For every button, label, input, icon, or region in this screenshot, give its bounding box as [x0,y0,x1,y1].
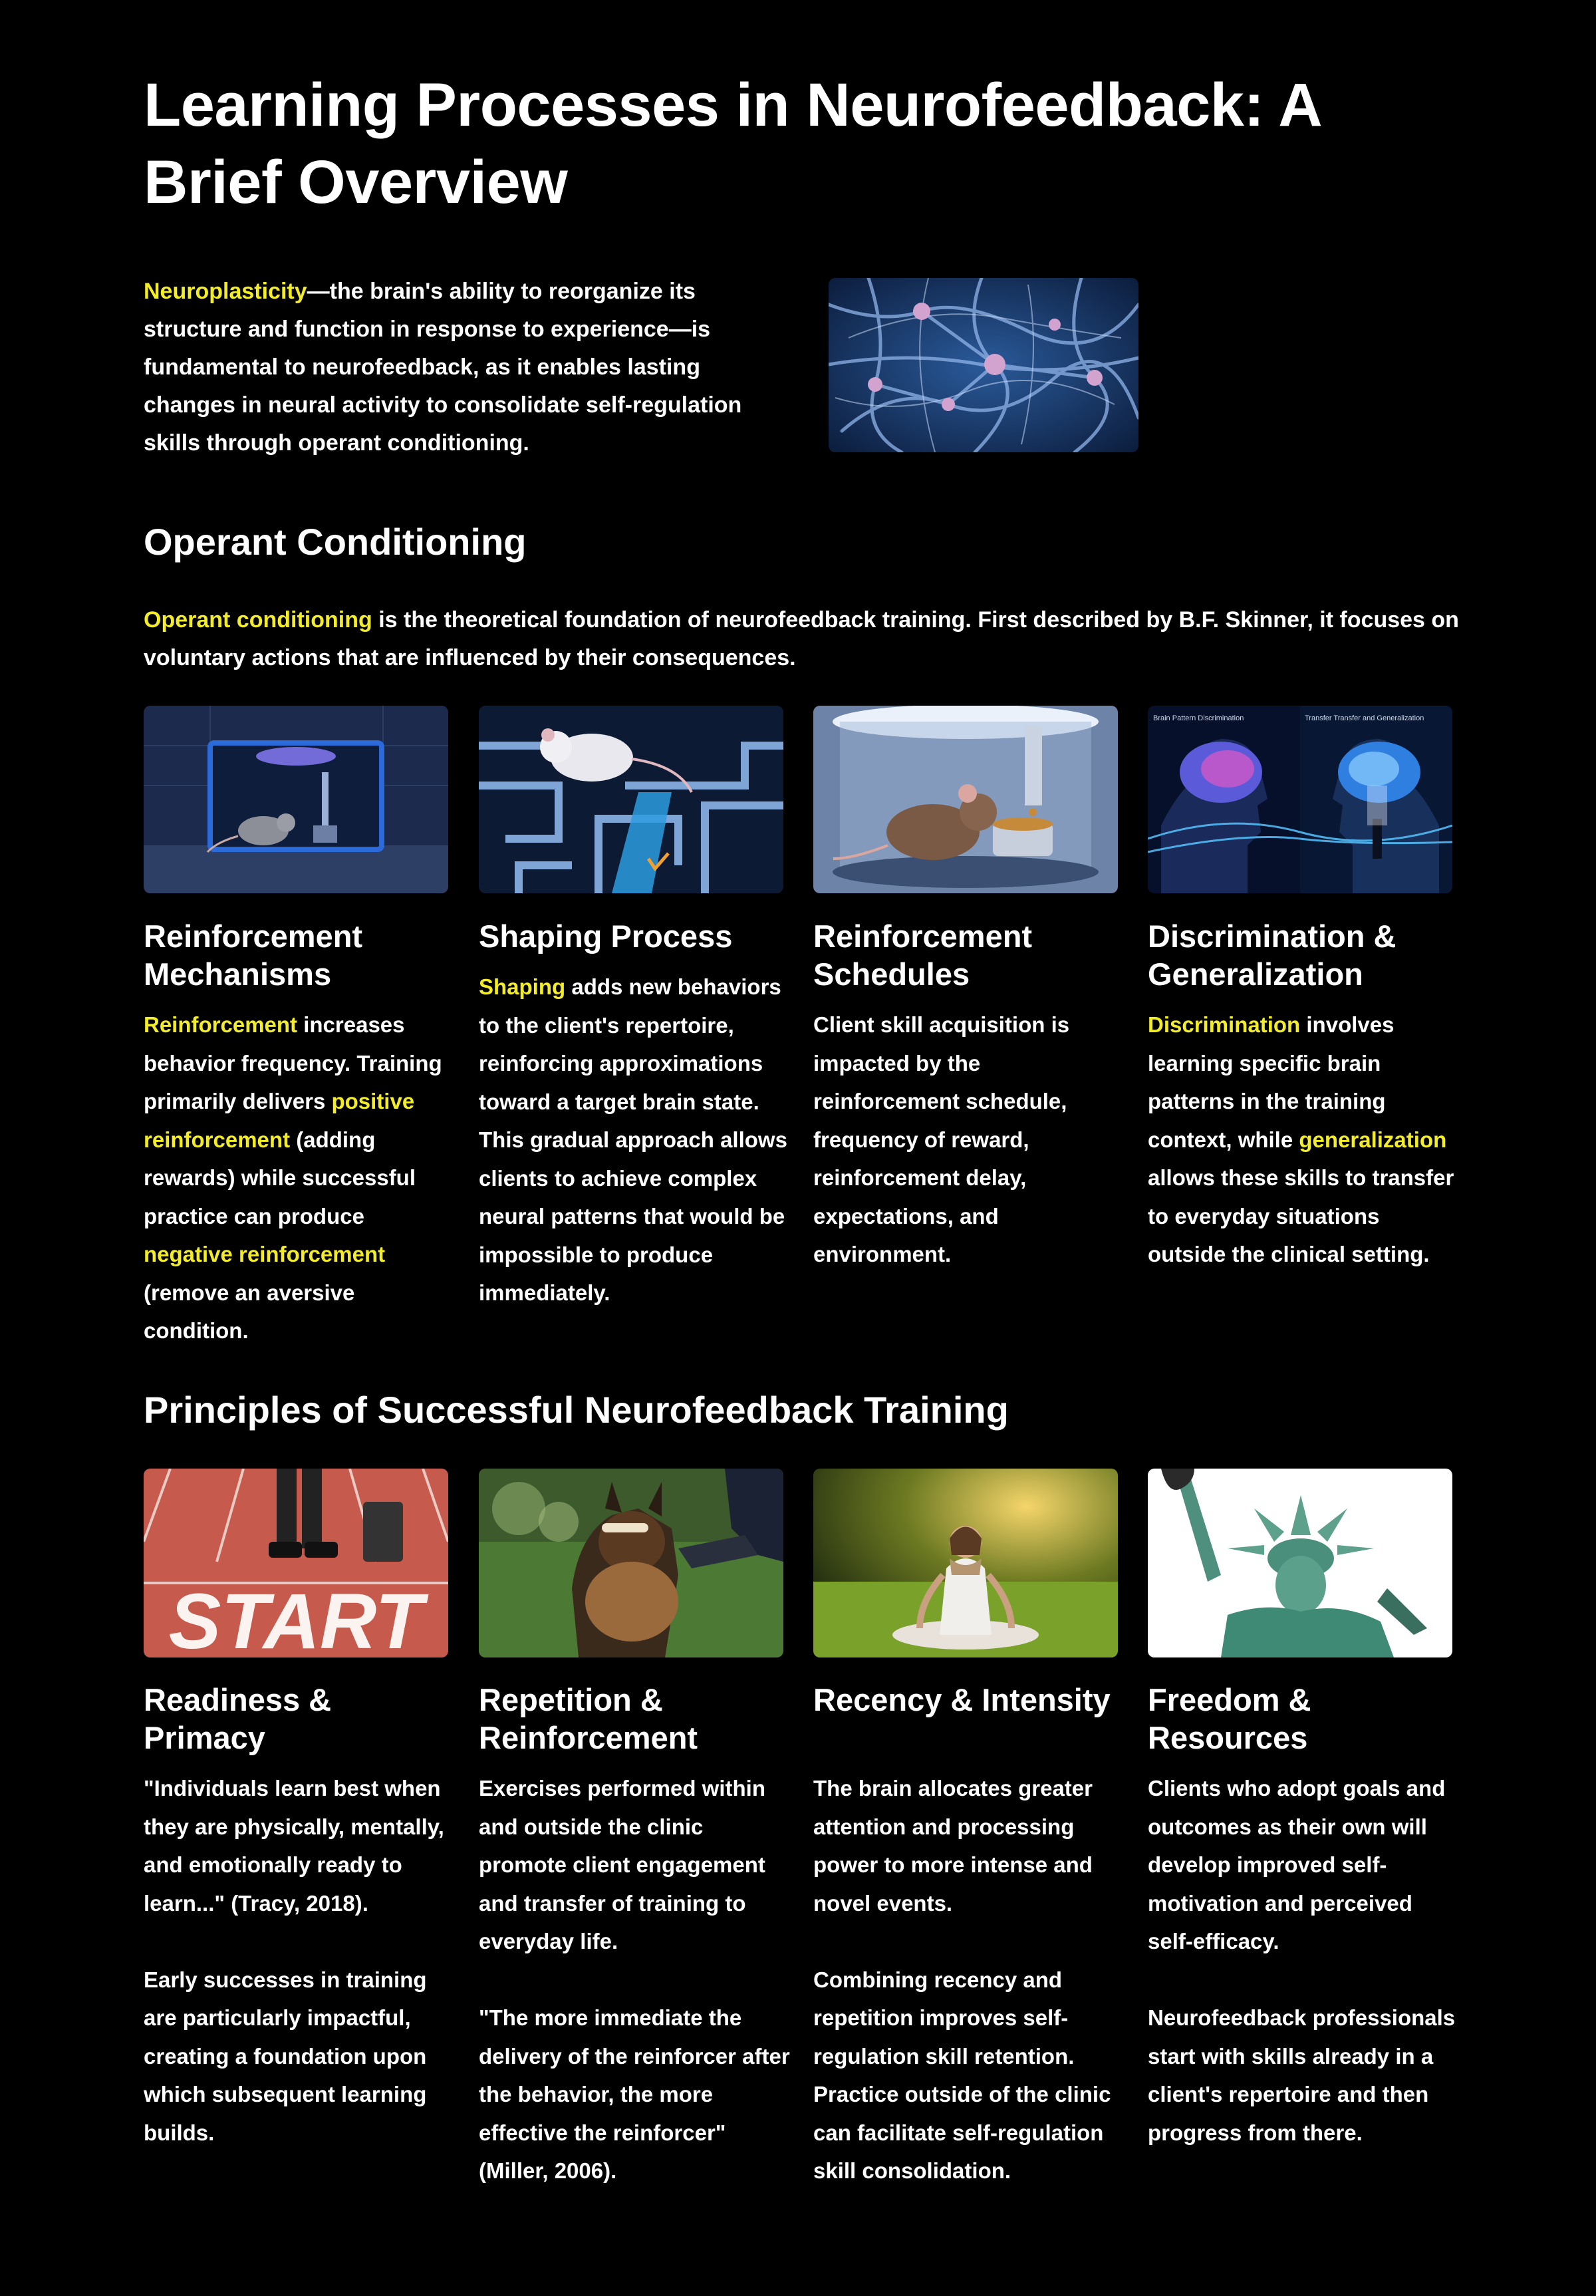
readiness-paragraph-1: "Individuals learn best when they are physically, mentally, and emotionally ready to learn..." (Tracy, 2018). [144,1776,444,1916]
freedom-resources-text [1148,1769,1459,2152]
intro-term: Neuroplasticity [144,279,307,304]
repetition-reinforcement-text [479,1769,790,2190]
reinforcement-mechanisms-text [144,1006,455,1350]
neuron-network-image [829,278,1138,452]
body-text: (remove an aversive condition. [144,1280,355,1343]
highlighted-term: Shaping [479,974,566,999]
repetition-reinforcement-title: Repetition & Reinforcement [479,1682,698,1755]
start-line-track-image [144,1469,448,1657]
highlighted-term: positive reinforcement [144,1089,415,1152]
body-text: involves learning specific brain patterns in the training context, while [1148,1012,1395,1152]
statue-of-liberty-image [1148,1469,1452,1657]
body-text: allows these skills to transfer to everyday situations outside the clinical setting. [1148,1165,1454,1266]
operant-conditioning-heading: Operant Conditioning [144,521,527,563]
recency-paragraph-1: The brain allocates greater attention and processing power to more intense and novel events. [813,1776,1093,1916]
start-text: START [168,1578,424,1657]
readiness-primacy-text [144,1769,455,2152]
intro-text: —the brain's ability to reorganize its structure and function in response to experience—is fundamental to neurofeedback, as it enables lasting changes in neural activity to consolidate self-regulation skills through operant conditioning. [144,279,742,456]
rat-in-skinner-box-image [144,706,448,893]
operant-term: Operant conditioning [144,607,372,633]
highlighted-term: Discrimination [1148,1012,1301,1037]
recency-intensity-text [813,1769,1113,2190]
body-text: adds new behaviors to the client's repertoire, reinforcing approximations toward a target brain state. This gradual approach allows clients to achieve complex neural patterns that would be impossible to produce immediately. [479,974,787,1305]
rat-in-maze-image [479,706,783,893]
shaping-process-title: Shaping Process [479,919,733,954]
rat-with-food-dispenser-image [813,706,1118,893]
intro-paragraph [144,273,742,462]
reinforcement-schedules-title: Reinforcement Schedules [813,919,1033,992]
brain-discrimination-generalization-image [1148,706,1452,893]
highlighted-term: Reinforcement [144,1012,298,1037]
freedom-paragraph-2: Neurofeedback professionals start with skills already in a client's repertoire and then progress from there. [1148,2005,1456,2145]
readiness-primacy-title: Readiness & Primacy [144,1682,332,1755]
freedom-resources-title: Freedom & Resources [1148,1682,1311,1755]
image-label-right: Transfer Transfer and Generalization [1305,714,1424,722]
body-text: Client skill acquisition is impacted by the reinforcement schedule, frequency of reward, reinforcement delay, expectations, and environment. [813,1012,1070,1266]
freedom-paragraph-1: Clients who adopt goals and outcomes as their own will develop improved self-motivation and perceived self-efficacy. [1148,1776,1446,1953]
reinforcement-mechanisms-title: Reinforcement Mechanisms [144,919,363,992]
woman-meditating-image [813,1469,1118,1657]
image-label-left: Brain Pattern Discrimination [1153,714,1244,722]
reinforcement-schedules-text [813,1006,1093,1274]
recency-paragraph-2: Combining recency and repetition improves self-regulation skill retention. Practice outside of the clinic can facilitate self-regulation skill consolidation. [813,1967,1111,2183]
shaping-process-text [479,968,790,1312]
repetition-paragraph-1: Exercises performed within and outside the clinic promote client engagement and transfer of training to everyday life. [479,1776,765,1953]
discrimination-generalization-title: Discrimination & Generalization [1148,919,1396,992]
dog-receiving-treat-image [479,1469,783,1657]
body-text: (adding rewards) while successful practice can produce [144,1127,416,1228]
principles-heading: Principles of Successful Neurofeedback Training [144,1389,1009,1431]
page-title: Learning Processes in Neurofeedback: A Brief Overview [144,71,1320,216]
operant-lead-paragraph [144,601,1474,677]
highlighted-term: negative reinforcement [144,1242,386,1266]
readiness-paragraph-2: Early successes in training are particularly impactful, creating a foundation upon which subsequent learning builds. [144,1967,427,2145]
highlighted-term: generalization [1299,1127,1447,1152]
discrimination-generalization-text [1148,1006,1459,1274]
recency-intensity-title: Recency & Intensity [813,1682,1111,1717]
operant-text: is the theoretical foundation of neurofeedback training. First described by B.F. Skinner, it focuses on voluntary actions that are influenced by their consequences. [144,607,1459,670]
body-text: increases behavior frequency. Training primarily delivers [144,1012,442,1113]
repetition-paragraph-2: "The more immediate the delivery of the reinforcer after the behavior, the more effective the reinforcer" (Miller, 2006). [479,2005,790,2183]
